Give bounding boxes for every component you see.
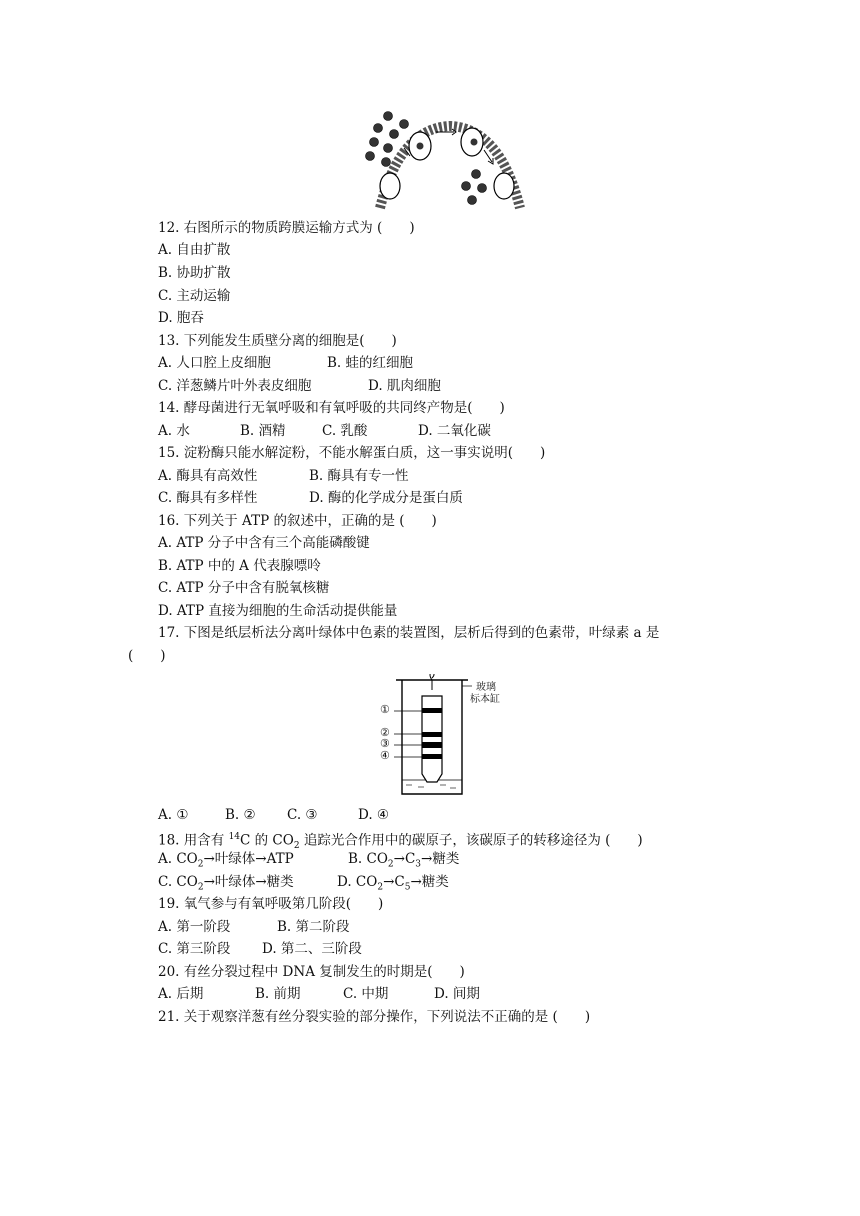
q16-stem: 16. 下列关于 ATP 的叙述中，正确的是 ( ) bbox=[158, 513, 437, 529]
glass-label: 玻璃 bbox=[476, 682, 496, 693]
band-label-2: ② bbox=[380, 726, 390, 739]
q14-option-b[interactable]: B. 酒精 bbox=[240, 423, 286, 439]
q20-stem: 20. 有丝分裂过程中 DNA 复制发生的时期是( ) bbox=[158, 964, 465, 980]
q18-option-d[interactable]: D. $CO_2\to C_5\to$糖类 bbox=[337, 874, 449, 893]
q15-option-a[interactable]: A. 酶具有高效性 bbox=[158, 468, 258, 484]
q17-stem-continued: ( ) bbox=[128, 648, 166, 664]
q15-option-d[interactable]: D. 酶的化学成分是蛋白质 bbox=[309, 490, 463, 506]
chromatography-figure bbox=[380, 674, 510, 800]
q15-stem: 15. 淀粉酶只能水解淀粉，不能水解蛋白质，这一事实说明( ) bbox=[158, 445, 546, 461]
q12-option-a[interactable]: A. 自由扩散 bbox=[158, 242, 231, 258]
q19-option-a[interactable]: A. 第一阶段 bbox=[158, 919, 231, 935]
q17-option-c[interactable]: C. ③ bbox=[287, 807, 318, 823]
q12-stem: 12. 右图所示的物质跨膜运输方式为 ( ) bbox=[158, 220, 415, 236]
q16-option-d[interactable]: D. ATP 直接为细胞的生命活动提供能量 bbox=[158, 603, 398, 619]
q12-option-b[interactable]: B. 协助扩散 bbox=[158, 265, 231, 281]
q13-option-b[interactable]: B. 蛙的红细胞 bbox=[327, 355, 414, 371]
q14-option-d[interactable]: D. 二氧化碳 bbox=[418, 423, 491, 439]
q16-option-b[interactable]: B. ATP 中的 A 代表腺嘌呤 bbox=[158, 558, 321, 574]
q13-option-d[interactable]: D. 肌肉细胞 bbox=[368, 378, 441, 394]
q13-stem: 13. 下列能发生质壁分离的细胞是( ) bbox=[158, 333, 397, 349]
q18-stem: 18. 用含有 $^{14}$C 的 $CO_2$ 追踪光合作用中的碳原子，该碳原子的转移途径为 ( ) bbox=[158, 832, 643, 852]
q20-option-d[interactable]: D. 间期 bbox=[434, 986, 480, 1002]
q14-stem: 14. 酵母菌进行无氧呼吸和有氧呼吸的共同终产物是( ) bbox=[158, 400, 505, 416]
q21-stem: 21. 关于观察洋葱有丝分裂实验的部分操作，下列说法不正确的是 ( ) bbox=[158, 1009, 591, 1025]
q19-option-c[interactable]: C. 第三阶段 bbox=[158, 941, 231, 957]
q16-option-a[interactable]: A. ATP 分子中含有三个高能磷酸键 bbox=[158, 535, 370, 551]
q18-option-a[interactable]: A. $CO_2\to$叶绿体→ATP bbox=[158, 851, 294, 870]
q19-stem: 19. 氧气参与有氧呼吸第几阶段( ) bbox=[158, 896, 384, 912]
q20-option-c[interactable]: C. 中期 bbox=[343, 986, 389, 1002]
band-label-1: ① bbox=[380, 703, 390, 716]
q17-stem: 17. 下图是纸层析法分离叶绿体中色素的装置图，层析后得到的色素带，叶绿素 a 是 bbox=[158, 625, 660, 641]
band-label-4: ④ bbox=[380, 749, 390, 762]
q14-option-c[interactable]: C. 乳酸 bbox=[322, 423, 368, 439]
q15-option-c[interactable]: C. 酶具有多样性 bbox=[158, 490, 258, 506]
q20-option-a[interactable]: A. 后期 bbox=[158, 986, 204, 1002]
q13-option-a[interactable]: A. 人口腔上皮细胞 bbox=[158, 355, 271, 371]
q13-option-c[interactable]: C. 洋葱鳞片叶外表皮细胞 bbox=[158, 378, 312, 394]
q17-option-a[interactable]: A. ① bbox=[158, 807, 189, 823]
q19-option-b[interactable]: B. 第二阶段 bbox=[277, 919, 350, 935]
q12-option-d[interactable]: D. 胞吞 bbox=[158, 310, 204, 326]
q18-option-c[interactable]: C. $CO_2\to$叶绿体→糖类 bbox=[158, 874, 294, 893]
q12-option-c[interactable]: C. 主动运输 bbox=[158, 288, 231, 304]
q20-option-b[interactable]: B. 前期 bbox=[255, 986, 301, 1002]
band-label-3: ③ bbox=[380, 737, 390, 750]
q16-option-c[interactable]: C. ATP 分子中含有脱氧核糖 bbox=[158, 580, 330, 596]
q19-option-d[interactable]: D. 第二、三阶段 bbox=[262, 941, 362, 957]
q17-option-d[interactable]: D. ④ bbox=[358, 807, 390, 823]
q15-option-b[interactable]: B. 酶具有专一性 bbox=[309, 468, 409, 484]
q17-option-b[interactable]: B. ② bbox=[225, 807, 256, 823]
tank-label: 标本缸 bbox=[470, 694, 500, 705]
membrane-transport-figure bbox=[360, 108, 530, 212]
q18-option-b[interactable]: B. $CO_2\to C_3\to$糖类 bbox=[348, 851, 460, 870]
q14-option-a[interactable]: A. 水 bbox=[158, 423, 190, 439]
